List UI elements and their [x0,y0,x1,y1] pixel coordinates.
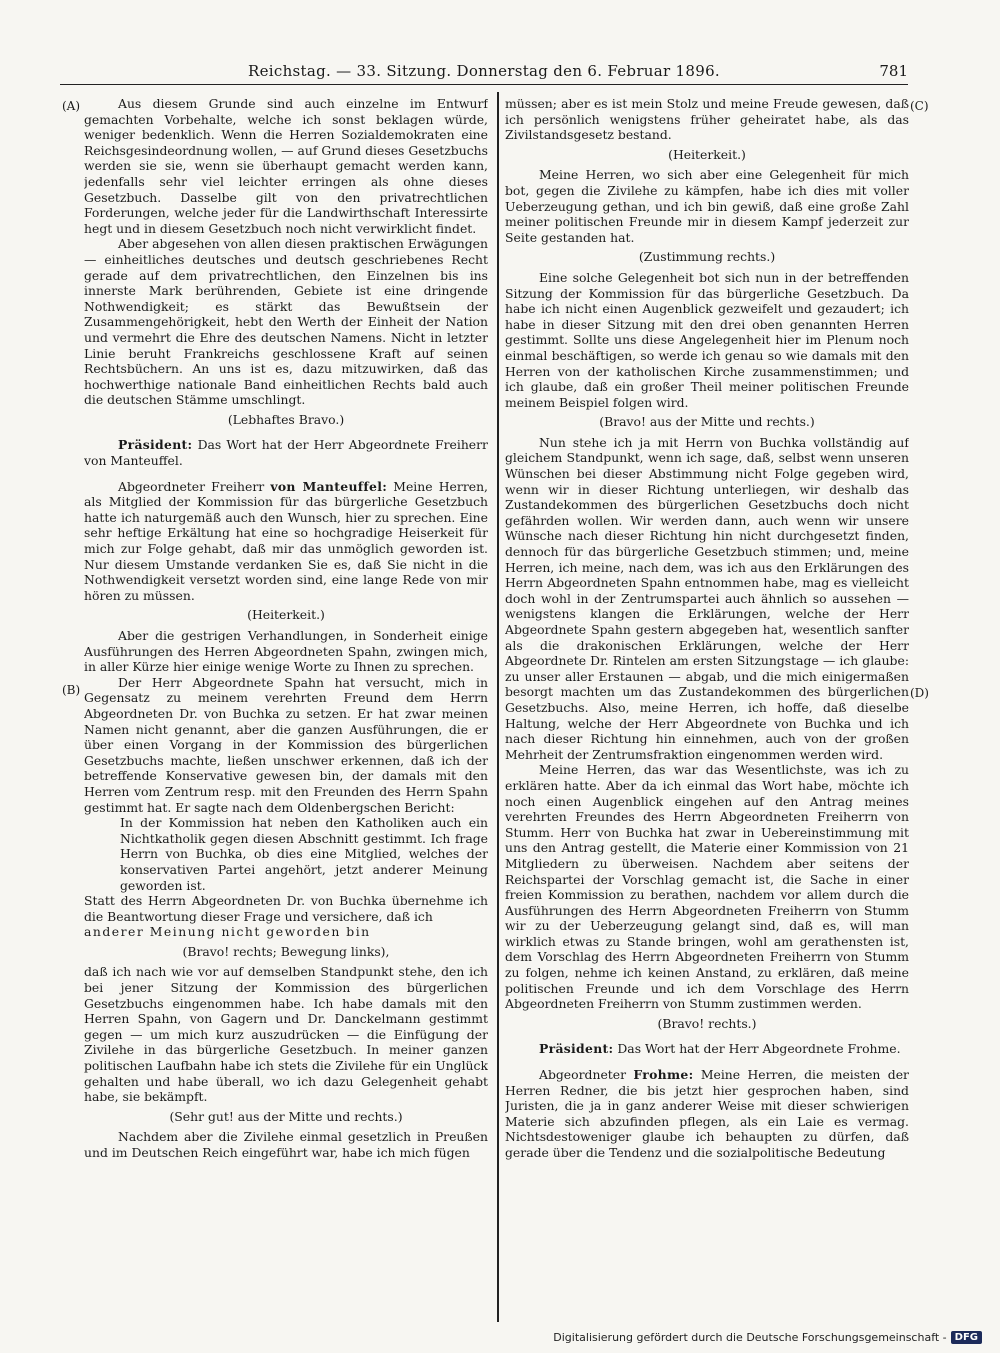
stage-direction: (Bravo! aus der Mitte und rechts.) [599,414,815,430]
paragraph-text: Das Wort hat der Herr Abgeordnete Frohme. [617,1041,901,1057]
speaker-paragraph [505,1041,909,1057]
credit-text: Digitalisierung gefördert durch die Deutsche Forschungsgemeinschaft - [553,1331,947,1344]
paragraph: daß ich nach wie vor auf demselben Standpunkt stehe, den ich bei jener Sitzung der Kommission des bürgerlichen Gesetzbuchs eingenommen habe. Ich habe damals mit den Herren Spahn, von Gagern und Dr. Danckelmann gestimmt gegen — um mich kurz auszudrücken — die Einfügung der Zivilehe in das bürgerliche Gesetzbuch. In meiner ganzen politischen Laufbahn habe ich stets die Zivilehe für ein Unglück gehalten und habe überall, wo ich dazu Gelegenheit gehabt habe, sie bekämpft. [84,964,488,1105]
margin-marker-a: (A) [62,99,81,113]
paragraph: Statt des Herrn Abgeordneten Dr. von Buchka übernehme ich die Beantwortung dieser Frage und versichere, daß ich [84,893,488,924]
paragraph: Eine solche Gelegenheit bot sich nun in der betreffenden Sitzung der Kommission für das bürgerliche Gesetzbuch. Da habe ich nicht einen Augenblick gezweifelt und gezaudert; ich habe in dieser Sitzung mit den drei oben genannten Herren gestimmt. Sollte uns diese Angelegenheit hier im Plenum noch einmal beschäftigen, so werde ich genau so wie damals mit den Herren von der katholischen Kirche zusammenstimmen; und ich glaube, daß ein großer Theil meiner politischen Freunde meinem Beispiel folgen wird. [505,269,909,410]
speaker-name: Präsident: [539,1041,614,1057]
paragraph-text: Meine Herren, die meisten der Herren Redner, die bis jetzt hier gesprochen haben, sind Juristen, die ja in ganz anderer Weise mit dieser schwierigen Materie sich abzufinden pflegen, als ein Laie es vermag. Nichtsdestoweniger glaube ich behaupten zu dürfen, daß gerade über die Tendenz und die sozialpolitische Bedeutung [505,1067,909,1160]
speaker-paragraph [505,1067,909,1161]
speaker-role: Abgeordneter [539,1067,627,1083]
quotation: In der Kommission hat neben den Katholiken auch ein Nichtkatholik gegen diesen Abschnitt gestimmt. Ich frage Herrn von Buchka, ob dies eine Mitglied, welches der konservativen Partei angehört, jetzt anderer Meinung geworden ist. [120,815,488,893]
paragraph: Meine Herren, das war das Wesentlichste, was ich zu erklären hatte. Aber da ich einmal das Wort habe, möchte ich noch einen Augenblick eingehen auf den Antrag meines verehrten Freundes des Herrn Abgeordneten Freiherrn von Stumm. Herr von Buchka hat zwar in Uebereinstimmung mit uns den Antrag gestellt, die Materie einer Kommission von 21 Mitgliedern zu überweisen. Nachdem aber seitens der Reichspartei der Vorschlag gemacht ist, die Sache in einer freien Kommission zu berathen, nachdem vor allem durch die Ausführungen des Herrn Abgeordneten Freiherrn von Stumm wir zu der Ueberzeugung gelangt sind, daß es, will man wirklich etwas zu Stande bringen, wohl am gerathensten ist, dem Vorschlag des Herrn Abgeordneten Freiherrn von Stumm zu folgen, nehme ich keinen Anstand, zu erklären, daß meine politischen Freunde und ich dem Vorschlage des Herrn Abgeordneten Freiherrn von Stumm zustimmen werden. [505,762,909,1012]
speaker-name: Frohme: [633,1067,694,1083]
paragraph: Nun stehe ich ja mit Herrn von Buchka vollständig auf gleichem Standpunkt, wenn ich sage, daß, selbst wenn unseren Wünschen bei dieser Abstimmung nicht Folge gegeben wird, wenn wir in dieser Richtung unterliegen, wir deshalb das Zustandekommen des bürgerlichen Gesetzbuchs doch nicht gefährden wollen. Wir werden dann, auch wenn wir unsere Wünsche nach dieser Richtung hin nicht durchgesetzt finden, dennoch für das bürgerliche Gesetzbuch stimmen; und, meine Herren, ich meine, nach dem, was ich aus den Erklärungen des Herrn Abgeordneten Spahn entnommen habe, mag es vielleicht doch wohl in der Zentrumspartei auch ähnlich so aussehen — wenigstens klangen die Erklärungen, welche der Herr Abgeordnete Spahn gestern abgegeben hat, wesentlich sanfter als die drakonischen Erklärungen, welche der Herr Abgeordnete Dr. Rintelen am ersten Sitzungstage — ich glaube: zu unser aller Erstaunen — abgab, und die mich einigermaßen besorgt machten um das Zustandekommen des bürgerlichen Gesetzbuchs. Also, meine Herren, ich hoffe, daß dieselbe Haltung, welche der Herr Abgeordnete von Buchka und ich nach dieser Richtung hin einnehmen, auch von der großen Mehrheit der Zentrumsfraktion eingenommen werden wird. [505,434,909,762]
page-title: Reichstag. — 33. Sitzung. Donnerstag den 6. Februar 1896. [248,62,720,80]
stage-direction: (Heiterkeit.) [247,607,325,623]
speaker-paragraph [84,437,488,468]
paragraph: müssen; aber es ist mein Stolz und meine Freude gewesen, daß ich persönlich wenigstens früher geheiratet habe, als das Zivilstandsgesetz bestand. [505,96,909,143]
stage-direction: (Zustimmung rechts.) [638,249,776,265]
speaker-name: von Manteuffel: [270,478,388,494]
speaker-name: Präsident: [118,437,193,453]
paragraph-text: Das Wort hat der Herr Abgeordnete Freiherr von Manteuffel. [84,437,488,469]
digitization-credit [553,1331,982,1344]
stage-direction: (Lebhaftes Bravo.) [227,411,345,427]
paragraph: Aber die gestrigen Verhandlungen, in Sonderheit einige Ausführungen des Herren Abgeordneten Spahn, zwingen mich, in aller Kürze hier einige wenige Worte zu Ihnen zu sprechen. [84,628,488,675]
left-column [84,96,488,1321]
stage-direction: (Heiterkeit.) [668,146,746,162]
column-divider [497,92,499,1322]
paragraph: Meine Herren, wo sich aber eine Gelegenheit für mich bot, gegen die Zivilehe zu kämpfen, habe ich dies mit voller Ueberzeugung gethan, und ich bin gewiß, daß eine große Zahl meiner politischen Freunde mir in diesem Kampf jederzeit zur Seite gestanden hat. [505,167,909,245]
paragraph: Aus diesem Grunde sind auch einzelne im Entwurf gemachten Vorbehalte, welche ich sonst beklagen würde, weniger bedenklich. Wenn die Herren Sozialdemokraten eine Reichsgesindeordnung wollen, — auf Grund dieses Gesetzbuchs werden sie sie, wenn sie überhaupt gemacht werden kann, jedenfalls sehr viel leichter erringen als ohne dieses Gesetzbuch. Dasselbe gilt von den privatrechtlichen Forderungen, welche jeder für die Landwirthschaft Interessirte hegt und in diesem Gesetzbuch noch nicht verwirklicht findet. [84,96,488,236]
margin-marker-b: (B) [62,683,81,697]
dfg-logo: DFG [951,1331,982,1344]
margin-marker-c: (C) [910,99,929,113]
speaker-role: Abgeordneter Freiherr [118,478,265,494]
margin-marker-d: (D) [910,686,929,700]
right-column [505,96,909,1321]
emphasized-line: anderer Meinung nicht geworden bin [84,924,371,940]
stage-direction: (Sehr gut! aus der Mitte und rechts.) [169,1108,403,1124]
speaker-paragraph [84,479,488,604]
paragraph-text: Meine Herren, als Mitglied der Kommission für das bürgerliche Gesetzbuch hatte ich naturgemäß auch den Wunsch, hier zu sprechen. Eine sehr heftige Erkältung hat eine so hochgradige Heiserkeit für mich zur Folge gehabt, daß mir das unmöglich geworden ist. Nur diesem Umstande verdanken Sie es, daß Sie nicht in die Nothwendigkeit versetzt worden sind, eine lange Rede von mir hören zu müssen. [84,478,488,603]
stage-direction: (Bravo! rechts; Bewegung links), [182,943,390,959]
paragraph: Aber abgesehen von allen diesen praktischen Erwägungen — einheitliches deutsches und deutsch geschriebenes Recht gerade auf dem privatrechtlichen, den Einzelnen bis ins innerste Mark berührenden, Gebiete ist eine dringende Nothwendigkeit; es stärkt das Bewußtsein der Zusammengehörigkeit, hebt den Werth der Einheit der Nation und vermehrt die Ehre des deutschen Namens. Nicht in letzter Linie beruht Frankreichs geschlossene Kraft auf seinen Rechtsbüchern. An uns ist es, dazu mitzuwirken, daß das hochwerthige nationale Band einheitlichen Rechts bald auch die deutschen Stämme umschlingt. [84,236,488,408]
page-number: 781 [879,62,908,80]
page-header [60,58,908,85]
paragraph: Nachdem aber die Zivilehe einmal gesetzlich in Preußen und im Deutschen Reich eingeführt war, habe ich mich fügen [84,1129,488,1160]
stage-direction: (Bravo! rechts.) [657,1015,757,1031]
paragraph: Der Herr Abgeordnete Spahn hat versucht, mich in Gegensatz zu meinem verehrten Freund dem Herrn Abgeordneten Dr. von Buchka zu setzen. Er hat zwar meinen Namen nicht genannt, aber die ganzen Ausführungen, die er über einen Vorgang in der Kommission des bürgerlichen Gesetzbuchs machte, ließen unschwer erkennen, daß ich der betreffende Konservative gewesen bin, der damals mit den Herren vom Zentrum resp. mit den Freunden des Herrn Spahn gestimmt hat. Er sagte nach dem Oldenbergschen Bericht: [84,674,488,815]
